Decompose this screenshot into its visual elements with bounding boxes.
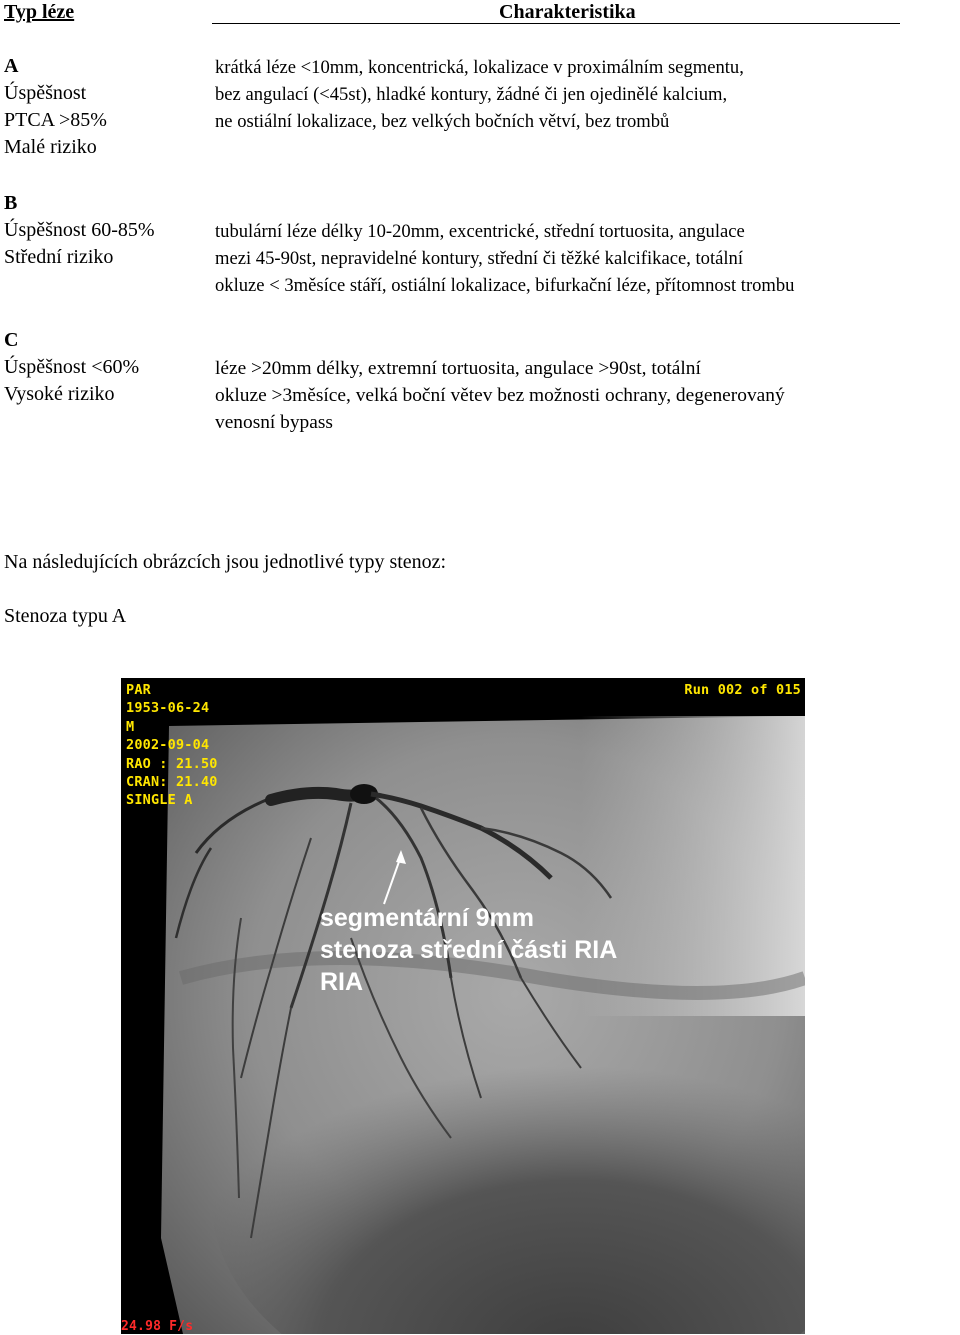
row-a-characteristics <box>215 54 744 136</box>
row-c-characteristics <box>215 355 785 436</box>
column-header-lesion-type: Typ léze <box>4 1 75 23</box>
row-c-char-line: okluze >3měsíce, velká boční větev bez možnosti ochrany, degenerovaný <box>215 385 785 406</box>
row-a-type-line: Úspěšnost <box>4 82 87 104</box>
osd-line: SINGLE A <box>126 792 193 809</box>
row-c-char-line: léze >20mm délky, extremní tortuosita, angulace >90st, totální <box>215 358 701 379</box>
row-a-type-line: Malé riziko <box>4 136 97 158</box>
row-b-characteristics <box>215 218 794 300</box>
row-b-char-line: tubulární léze délky 10-20mm, excentrické, střední tortuosita, angulace <box>215 221 745 242</box>
row-c-type-line: Úspěšnost <60% <box>4 356 140 378</box>
row-b-type-line: Střední riziko <box>4 246 114 268</box>
annotation-line: segmentární 9mm <box>320 904 534 932</box>
row-b-char-line: mezi 45-90st, nepravidelné kontury, střední či těžké kalcifikace, totální <box>215 248 744 270</box>
row-b-type-line: Úspěšnost 60-85% <box>4 219 155 241</box>
osd-run-counter: Run 002 of 015 <box>684 682 801 698</box>
osd-line: 2002-09-04 <box>126 737 210 754</box>
row-a-char-line: bez angulací (<45st), hladké kontury, žádné či jen ojedinělé kalcium, <box>215 84 728 106</box>
row-c-type <box>4 327 139 408</box>
annotation-line: RIA <box>320 968 364 996</box>
osd-line: RAO : 21.50 <box>126 755 218 772</box>
row-c-char-line: venosní bypass <box>215 412 333 433</box>
osd-patient-info <box>126 681 218 810</box>
row-a-type <box>4 53 107 161</box>
intro-text: Na následujících obrázcích jsou jednotlivé typy stenoz: <box>4 551 447 573</box>
figure-title: Stenoza typu A <box>4 605 127 627</box>
row-b-type <box>4 190 155 271</box>
row-b-char-line: okluze < 3měsíce stáří, ostiální lokalizace, bifurkační léze, přítomnost trombu <box>215 275 795 297</box>
osd-frame-rate: 24.98 F/s <box>121 1319 194 1334</box>
osd-line: 1953-06-24 <box>126 700 210 717</box>
angiography-picture <box>121 678 805 1334</box>
stenosis-annotation <box>320 902 617 998</box>
angiography-image <box>121 678 805 1334</box>
row-b-code: B <box>4 192 18 214</box>
row-a-char-line: ne ostiální lokalizace, bez velkých bočních větví, bez trombů <box>215 111 670 133</box>
osd-line: CRAN: 21.40 <box>126 774 218 791</box>
column-header-characteristics: Charakteristika <box>212 0 900 24</box>
row-c-code: C <box>4 329 19 351</box>
osd-line: M <box>126 718 135 735</box>
annotation-line: stenoza střední části RIA <box>320 936 618 964</box>
row-a-type-line: PTCA >85% <box>4 109 107 131</box>
osd-line: PAR <box>126 682 151 698</box>
row-a-char-line: krátká léze <10mm, koncentrická, lokalizace v proximálním segmentu, <box>215 57 744 78</box>
row-a-code: A <box>4 55 19 77</box>
row-c-type-line: Vysoké riziko <box>4 383 115 405</box>
